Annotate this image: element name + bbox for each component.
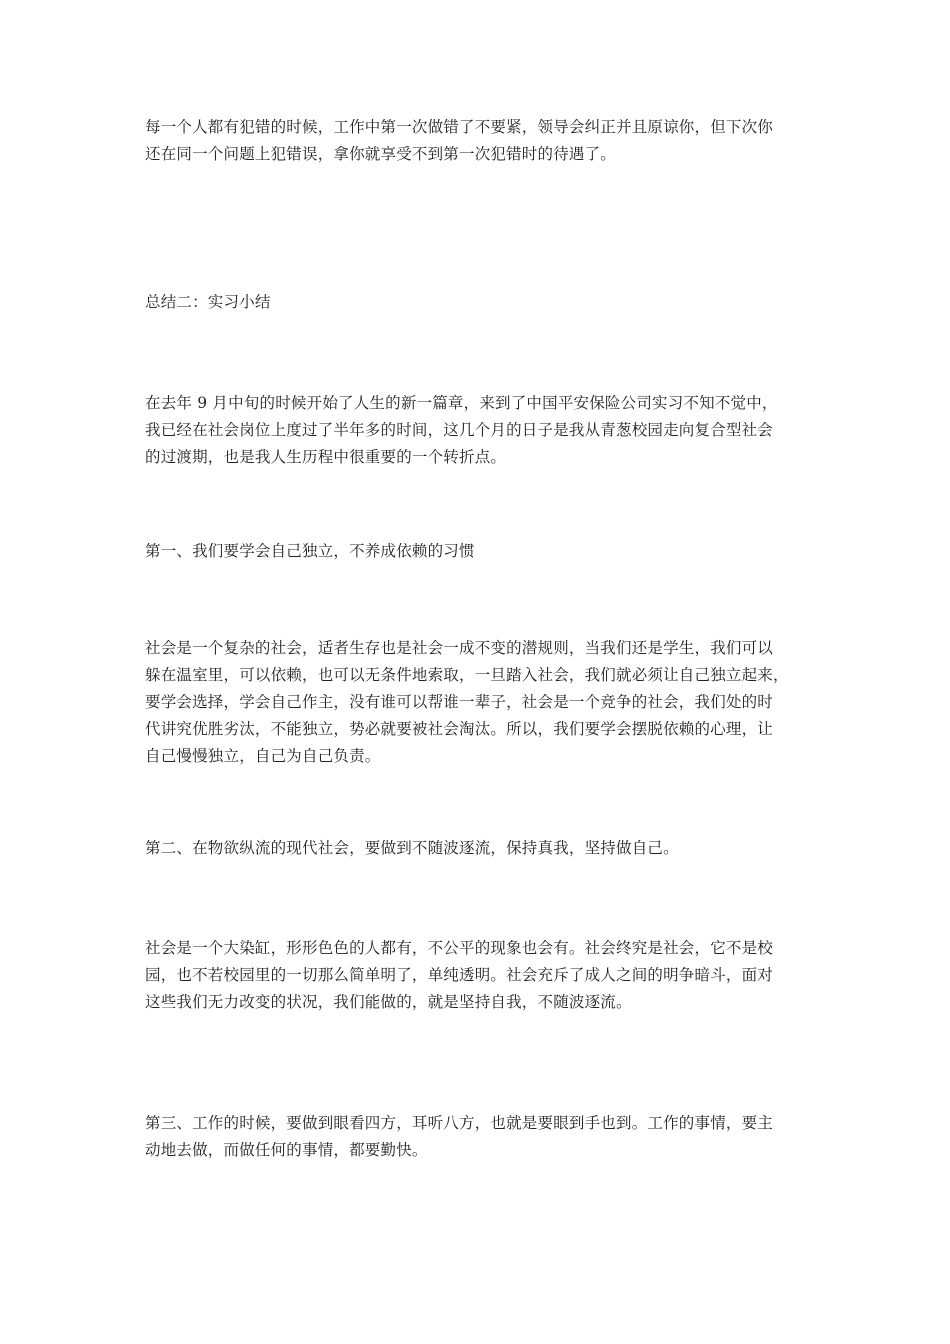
point-heading-two: 第二、在物欲纵流的现代社会，要做到不随波逐流，保持真我，坚持做自己。	[145, 839, 679, 857]
section-heading-summary-two: 总结二：实习小结	[145, 293, 271, 311]
point-heading-one: 第一、我们要学会自己独立，不养成依赖的习惯	[145, 542, 475, 560]
point-heading-three: 第三、工作的时候，要做到眼看四方，耳听八方，也就是要眼到手也到。工作的事情，要主 动地去做，而做任何的事情，都要勤快。	[145, 1114, 774, 1159]
paragraph-independence: 社会是一个复杂的社会，适者生存也是社会一成不变的潜规则，当我们还是学生，我们可以 躲在温室里，可以依赖，也可以无条件地索取，一旦踏入社会，我们就必须让自己独立起来， 要学会选择，学会自己作主，没有谁可以帮谁一辈子，社会是一个竞争的社会，我们处的时 代讲究优胜劣汰，不能独立，势必就要被社会淘汰。所以，我们要学会摆脱依赖的心理，让 自己慢慢独立，自己为自己负责。	[145, 639, 789, 765]
paragraph-mistakes: 每一个人都有犯错的时候，工作中第一次做错了不要紧，领导会纠正并且原谅你，但下次你 还在同一个问题上犯错误，拿你就享受不到第一次犯错时的待遇了。	[145, 118, 774, 163]
paragraph-be-yourself: 社会是一个大染缸，形形色色的人都有，不公平的现象也会有。社会终究是社会，它不是校 园，也不若校园里的一切那么简单明了，单纯透明。社会充斥了成人之间的明争暗斗，面对 这些我们无力改变的状况，我们能做的，就是坚持自我，不随波逐流。	[145, 939, 774, 1011]
paragraph-internship-intro: 在去年 9 月中旬的时候开始了人生的新一篇章，来到了中国平安保险公司实习不知不觉中， 我已经在社会岗位上度过了半年多的时间，这几个月的日子是我从青葱校园走向复合型社会 的过渡期，也是我人生历程中很重要的一个转折点。	[145, 394, 778, 466]
